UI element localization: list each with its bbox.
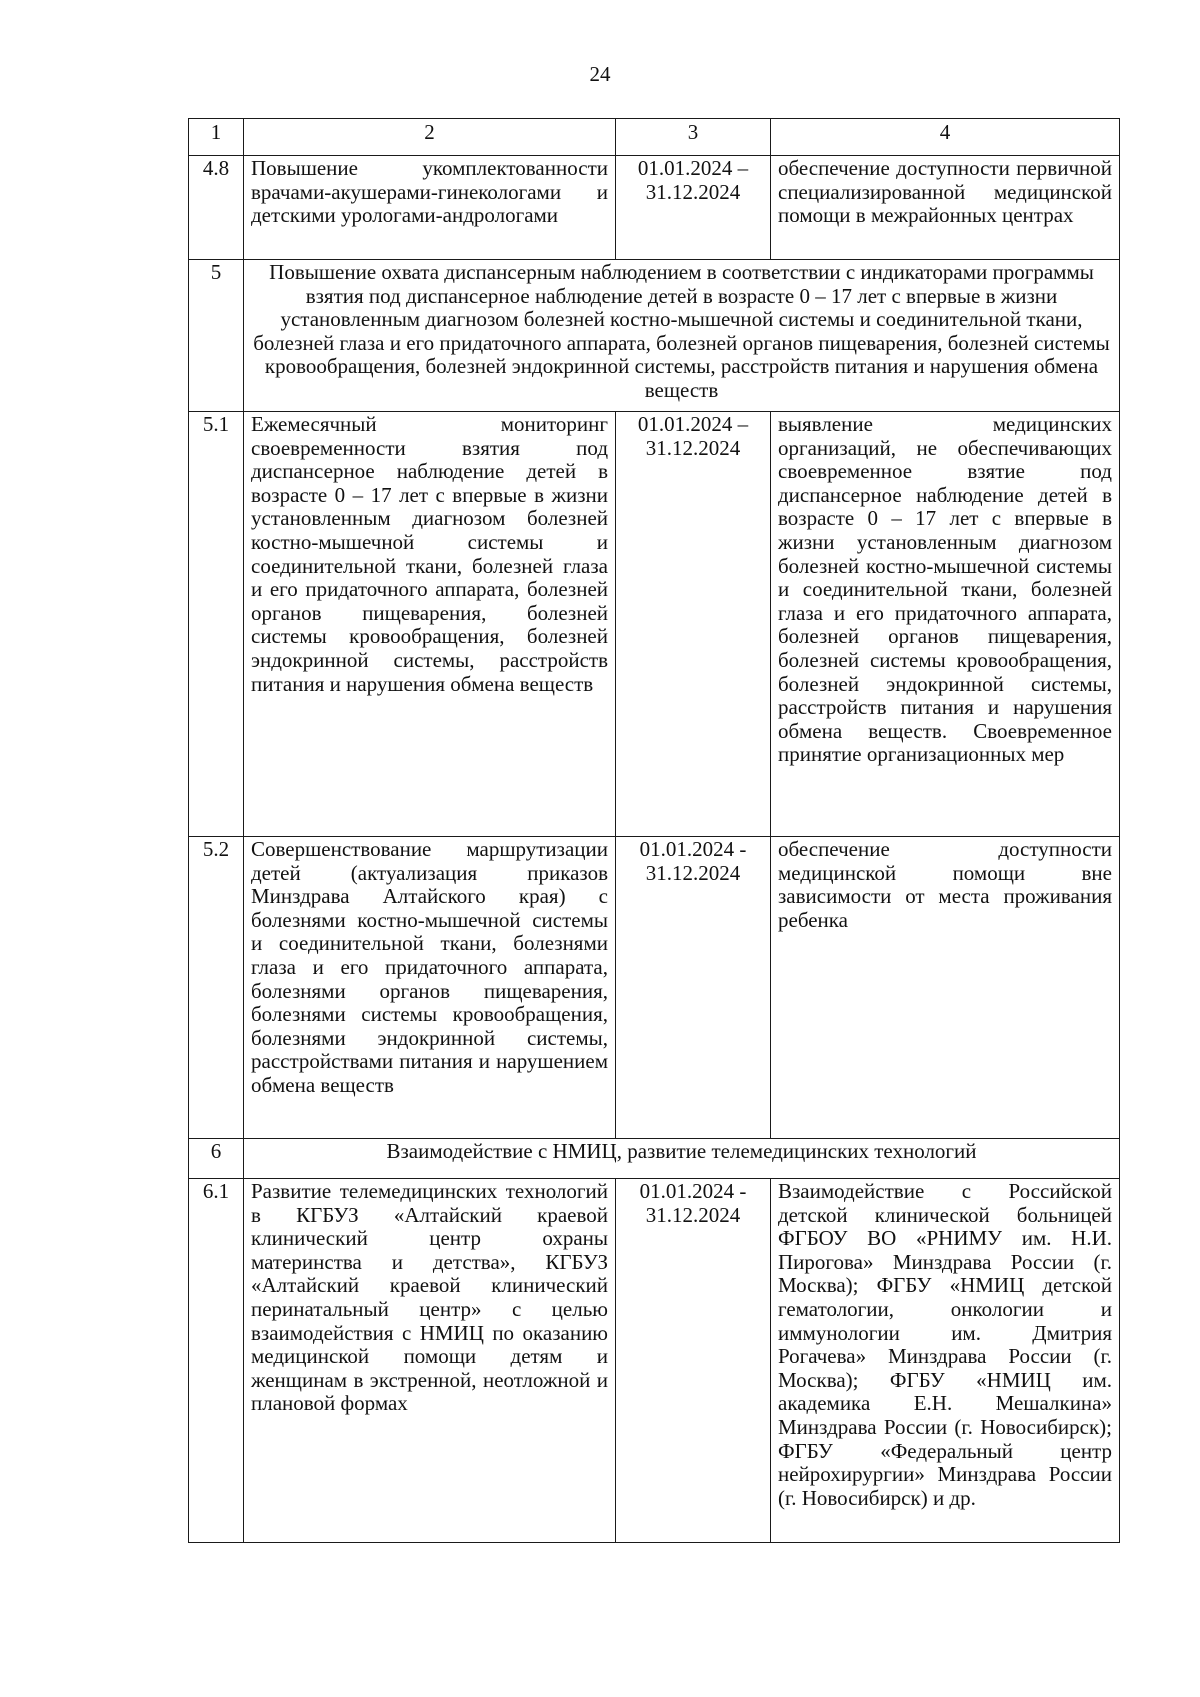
page-number: 24 [589, 62, 611, 86]
section-row-5 [189, 260, 1120, 412]
table-row-5-1 [189, 412, 1120, 837]
row-action: Ежемесячный мониторинг своевременности взятия под диспансерное наблюдение детей в возрасте 0 – 17 лет с впервые в жизни установленным диагнозом болезней костно-мышечной системы и соединительной ткани, болезней глаза и его придаточного аппарата, болезней органов пищеварения, болезней системы кровообращения, болезней эндокринной системы, расстройств питания и нарушения обмена веществ [244, 412, 616, 837]
column-header-1: 1 [189, 119, 244, 156]
row-action: Совершенствование маршрутизации детей (актуализация приказов Минздрава Алтайского края) с болезнями костно-мышечной системы и соединительной ткани, болезнями глаза и его придаточного аппарата, болезнями органов пищеварения, болезнями системы кровообращения, болезнями эндокринной системы, расстройствами питания и нарушением обмена веществ [244, 837, 616, 1139]
column-header-3: 3 [616, 119, 771, 156]
row-number: 4.8 [189, 156, 244, 260]
table-header-row [189, 119, 1120, 156]
table-row-6-1 [189, 1179, 1120, 1543]
table-row-4-8 [189, 156, 1120, 260]
row-dates: 01.01.2024 - 31.12.2024 [616, 1179, 771, 1543]
table-row-5-2 [189, 837, 1120, 1139]
row-action: Повышение укомплектованности врачами-акушерами-гинекологами и детскими урологами-андрологами [244, 156, 616, 260]
row-result: выявление медицинских организаций, не обеспечивающих своевременное взятие под диспансерное наблюдение детей в возрасте 0 – 17 лет с впервые в жизни установленным диагнозом болезней костно-мышечной системы и соединительной ткани, болезней глаза и его придаточного аппарата, болезней органов пищеварения, болезней системы кровообращения, болезней эндокринной системы, расстройств питания и нарушения обмена веществ. Своевременное принятие организационных мер [771, 412, 1120, 837]
row-dates: 01.01.2024 – 31.12.2024 [616, 412, 771, 837]
row-result: обеспечение доступности медицинской помощи вне зависимости от места проживания ребенка [771, 837, 1120, 1139]
section-row-6 [189, 1139, 1120, 1179]
section-number: 5 [189, 260, 244, 412]
row-number: 6.1 [189, 1179, 244, 1543]
row-dates: 01.01.2024 – 31.12.2024 [616, 156, 771, 260]
section-number: 6 [189, 1139, 244, 1179]
section-title: Взаимодействие с НМИЦ, развитие телемедицинских технологий [244, 1139, 1120, 1179]
row-result: Взаимодействие с Российской детской клинической больницей ФГБОУ ВО «РНИМУ им. Н.И. Пирогова» Минздрава России (г. Москва); ФГБУ «НМИЦ детской гематологии, онкологии и иммунологии им. Дмитрия Рогачева» Минздрава России (г. Москва); ФГБУ «НМИЦ им. академика Е.Н. Мешалкина» Минздрава России (г. Новосибирск); ФГБУ «Федеральный центр нейрохирургии» Минздрава России (г. Новосибирск) и др. [771, 1179, 1120, 1543]
section-title: Повышение охвата диспансерным наблюдением в соответствии с индикаторами программы взятия под диспансерное наблюдение детей в возрасте 0 – 17 лет с впервые в жизни установленным диагнозом болезней костно-мышечной системы и соединительной ткани, болезней глаза и его придаточного аппарата, болезней органов пищеварения, болезней системы кровообращения, болезней эндокринной системы, расстройств питания и нарушения обмена веществ [244, 260, 1120, 412]
row-number: 5.2 [189, 837, 244, 1139]
row-number: 5.1 [189, 412, 244, 837]
row-result: обеспечение доступности первичной специализированной медицинской помощи в межрайонных центрах [771, 156, 1120, 260]
activities-table [188, 118, 1120, 1543]
column-header-2: 2 [244, 119, 616, 156]
row-dates: 01.01.2024 - 31.12.2024 [616, 837, 771, 1139]
row-action: Развитие телемедицинских технологий в КГБУЗ «Алтайский краевой клинический центр охраны материнства и детства», КГБУЗ «Алтайский краевой клинический перинатальный центр» с целью взаимодействия с НМИЦ по оказанию медицинской помощи детям и женщинам в экстренной, неотложной и плановой формах [244, 1179, 616, 1543]
column-header-4: 4 [771, 119, 1120, 156]
